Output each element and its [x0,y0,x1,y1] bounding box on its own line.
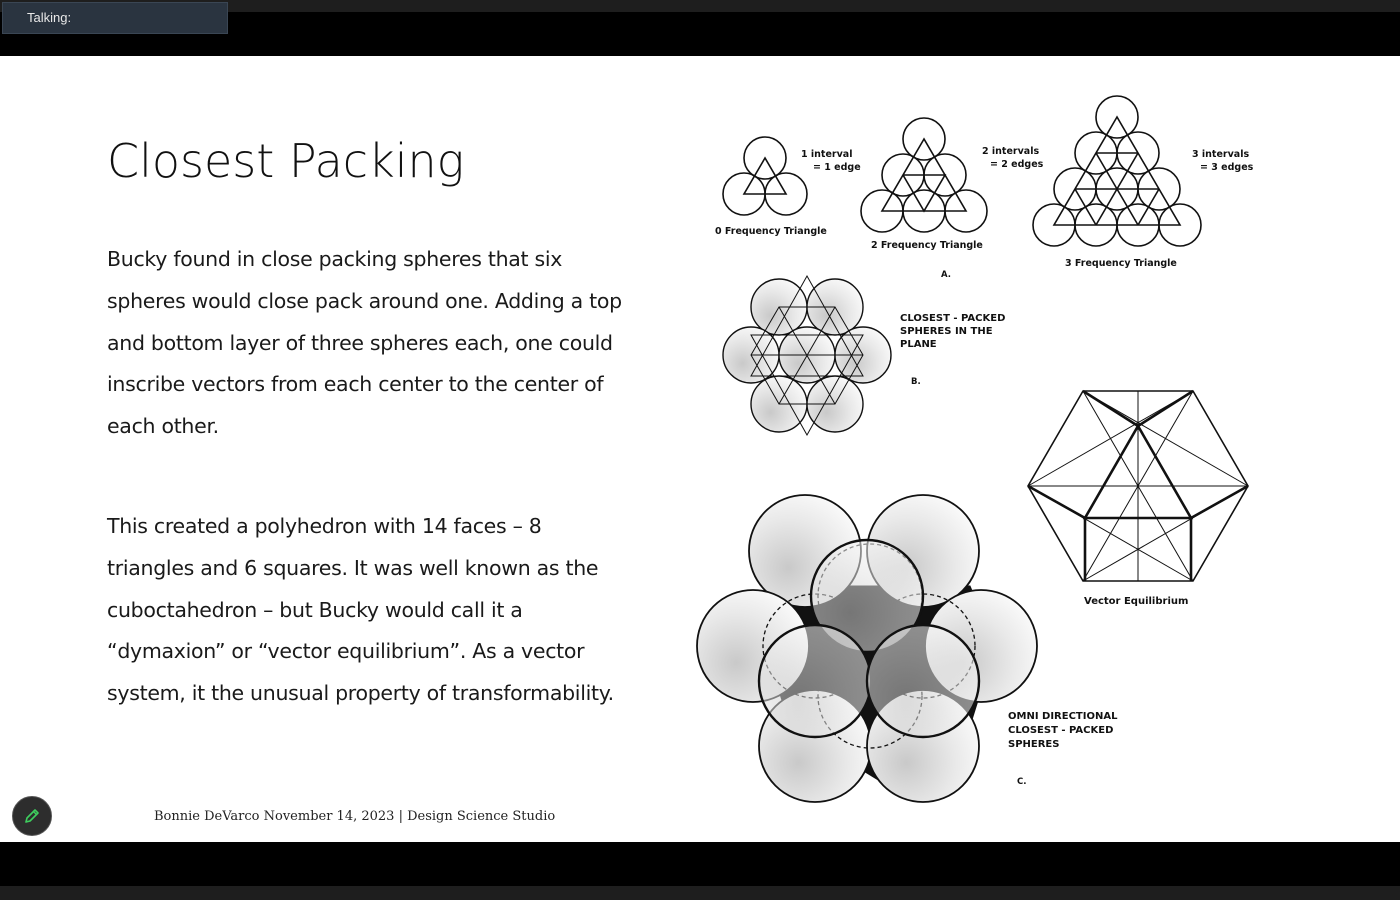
omni-directional-spheres [697,495,1037,802]
label-omni-3: SPHERES [1008,739,1060,750]
vector-equilibrium-diagram [1028,391,1248,581]
label-1-interval: 1 interval [801,149,853,160]
label-plane-2: SPHERES IN THE [900,326,993,337]
label-omni-2: CLOSEST - PACKED [1008,725,1114,736]
slide-title: Closest Packing [107,134,465,188]
annotate-button[interactable] [12,796,52,836]
label-2-intervals: 2 intervals [982,146,1040,157]
label-3-intervals: 3 intervals [1192,149,1250,160]
bottom-bar [0,886,1400,900]
label-1-edge: = 1 edge [813,162,861,173]
slide-footer: Bonnie DeVarco November 14, 2023 | Design Science Studio [154,809,556,824]
slide-paragraph-2: This created a polyhedron with 14 faces – 8 triangles and 6 squares. It was well known as the cuboctahedron – but Bucky would call it a “dymaxion” or “vector equilibrium”. As a vector system, it the unusual property of transformability. [107,514,614,706]
label-vector-equilibrium: Vector Equilibrium [1084,596,1189,607]
closest-packed-plane [723,276,891,435]
label-3-edges: = 3 edges [1200,162,1254,173]
talking-indicator: Talking: [2,2,228,34]
frequency-triangle-3 [1033,96,1201,246]
label-c: C. [1017,777,1027,787]
label-2-frequency: 2 Frequency Triangle [871,240,983,251]
label-omni-1: OMNI DIRECTIONAL [1008,711,1118,722]
label-2-edges: = 2 edges [990,159,1044,170]
closest-packing-figure [695,86,1270,836]
slide-paragraph-1: Bucky found in close packing spheres that six spheres would close pack around one. Adding a top and bottom layer of three spheres each, one could inscribe vectors from each center to the center of each other. [107,247,622,439]
label-b: B. [911,377,921,387]
label-plane-1: CLOSEST - PACKED [900,313,1006,324]
frequency-triangle-2 [861,118,987,232]
frequency-triangle-0 [723,137,807,215]
label-0-frequency: 0 Frequency Triangle [715,226,827,237]
shared-slide [0,56,1400,842]
pencil-icon [23,807,41,825]
label-3-frequency: 3 Frequency Triangle [1065,258,1177,269]
label-a: A. [941,270,951,280]
label-plane-3: PLANE [900,339,937,350]
